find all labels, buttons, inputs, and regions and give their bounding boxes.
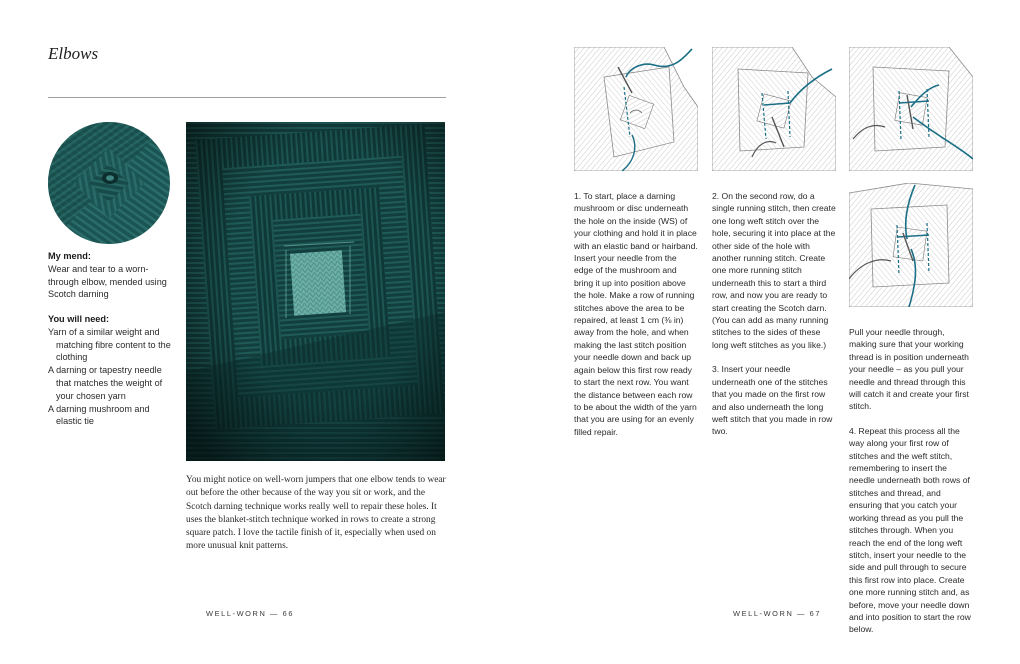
mend-closeup-photo bbox=[48, 122, 170, 244]
darned-elbow-photo bbox=[186, 122, 445, 461]
title-divider bbox=[48, 97, 446, 98]
step-2-illustration bbox=[712, 47, 836, 171]
page-folio-left: WELL-WORN — 66 bbox=[206, 609, 295, 618]
materials-item: A darning mushroom and elastic tie bbox=[48, 403, 150, 427]
step-3b-text: Pull your needle through, making sure that your working thread is in position underneath your needle – as you pull your needle and thread through this will catch it and create your first stitch. bbox=[849, 327, 969, 412]
step-1-column bbox=[574, 190, 698, 450]
you-will-need-heading: You will need: bbox=[48, 314, 110, 324]
page-title: Elbows bbox=[48, 44, 99, 63]
materials-item: A darning or tapestry needle that matches the weight of your chosen yarn bbox=[48, 365, 163, 401]
step-3-illustration bbox=[849, 47, 973, 171]
step-3b-illustration bbox=[849, 183, 973, 307]
step-2-column bbox=[712, 190, 836, 450]
materials-item: Yarn of a similar weight and matching fibre content to the clothing bbox=[48, 326, 171, 363]
step-1-illustration bbox=[574, 47, 698, 171]
step-4-text: 4. Repeat this process all the way along your first row of stitches and the weft stitch, remembering to insert the needle underneath both rows of stitches and thread, and ensuring that you catch your working thread as you pull the stitches through. When you reach the end of the long weft stitch, insert your needle to the side and pull through to secure this first row into place. Create one more running stitch and, as before, move your needle down and into position to start the row below. bbox=[849, 425, 971, 635]
my-mend-section bbox=[48, 250, 176, 301]
my-mend-heading: My mend: bbox=[48, 251, 91, 261]
step-3b-column bbox=[849, 326, 973, 648]
page-folio-right: WELL-WORN — 67 bbox=[733, 609, 822, 618]
step-1-text: 1. To start, place a darning mushroom or disc underneath the hole on the inside (WS) of your clothing and hold it in place with an elastic band or hairband. Insert your needle from the edge of the mushroom and bring it up into position above the hole. Make a row of running stitches above the area to be repaired, at least 1 cm (⅜ in) away from the hole, and when making the last stitch position your needle down and back up again below this first row ready to start the next row. You want the distance between each row to be about the width of the yarn that you are using for an evenly filled repair. bbox=[574, 191, 698, 437]
step-2-text: 2. On the second row, do a single running stitch, then create one long weft stitch over the hole, securing it into place at the other side of the hole with another running stitch. Create one more running stitch underneath this to start a third row, and now you are ready to start creating the Scotch darn. (You can add as many running stitches to the sides of these long weft stitches as you like.) bbox=[712, 191, 836, 350]
step-3-text: 3. Insert your needle underneath one of the stitches that you made on the first row and also underneath the long weft stitch that you made in row two. bbox=[712, 364, 833, 437]
my-mend-text: Wear and tear to a worn-through elbow, mended using Scotch darning bbox=[48, 263, 167, 300]
you-will-need-section bbox=[48, 313, 176, 428]
intro-paragraph: You might notice on well-worn jumpers that one elbow tends to wear out before the other because of the way you sit or work, and the Scotch darning technique works really well to repair these holes. It uses the blanket-stitch technique worked in rows to create a strong square patch. I love the tactile finish of it, especially when used on more unusual knit patterns. bbox=[186, 475, 446, 552]
